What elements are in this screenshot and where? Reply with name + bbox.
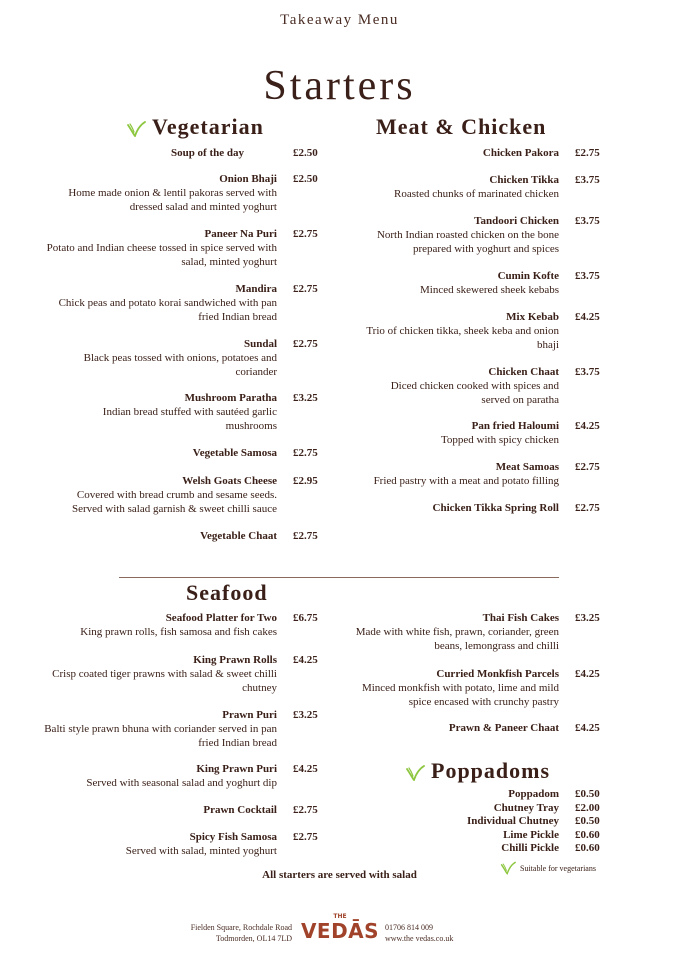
leaf-icon (126, 121, 146, 137)
item-price: £3.75 (575, 174, 600, 186)
menu-item (40, 653, 277, 695)
item-name: Seafood Platter for Two (165, 612, 277, 624)
item-name: Chicken Chaat (488, 366, 559, 378)
poppadom-item-price: £2.00 (575, 801, 600, 814)
item-name: Cumin Kofte (497, 270, 559, 282)
item-price: £2.75 (293, 530, 318, 542)
item-description: Trio of chicken tikka, sheek keba and onion bhaji (366, 325, 559, 351)
item-name: Spicy Fish Samosa (189, 831, 277, 843)
poppadom-item-name: Chutney Tray (493, 801, 559, 814)
item-name: Sundal (243, 338, 277, 350)
menu-item (350, 214, 559, 256)
menu-item (40, 227, 277, 269)
item-name: Curried Monkfish Parcels (436, 668, 559, 680)
poppadom-item-price: £0.60 (575, 828, 600, 841)
item-description: Made with white fish, prawn, coriander, green beans, lemongrass and chilli (355, 626, 559, 652)
menu-item (40, 446, 277, 460)
item-description: Indian bread stuffed with sautéed garlic mushrooms (102, 406, 277, 432)
menu-item (40, 282, 277, 324)
item-price: £2.75 (575, 147, 600, 159)
website-link[interactable]: www.the vedas.co.uk (385, 934, 454, 943)
menu-item (350, 460, 559, 488)
footer-contact (385, 922, 505, 944)
item-price: £2.75 (293, 338, 318, 350)
menu-item (40, 391, 277, 433)
menu-item (40, 803, 277, 817)
item-price: £2.50 (293, 173, 318, 185)
item-price: £2.95 (293, 475, 318, 487)
poppadom-item-name: Chilli Pickle (501, 842, 559, 854)
item-name: Prawn Puri (222, 709, 277, 721)
item-name: Chicken Pakora (482, 147, 559, 159)
item-name: King Prawn Puri (196, 763, 277, 775)
menu-title: Takeaway Menu (280, 12, 399, 28)
footer-address (170, 922, 292, 944)
item-name: Mandira (235, 283, 277, 295)
item-name: Prawn & Paneer Chaat (448, 722, 559, 734)
poppadoms-title: Poppadoms (431, 758, 551, 783)
vegetarian-title: Vegetarian (152, 114, 264, 139)
menu-item (40, 337, 277, 379)
item-price: £4.25 (575, 722, 600, 734)
item-description: Chick peas and potato korai sandwiched with pan fried Indian bread (58, 297, 277, 323)
menu-item (350, 173, 559, 201)
vegetarian-heading (126, 114, 264, 140)
menu-item (40, 830, 277, 858)
item-price: £4.25 (575, 420, 600, 432)
item-price: £2.50 (293, 147, 318, 159)
item-description: Potato and Indian cheese tossed in spice served with salad, minted yoghurt (46, 242, 277, 268)
poppadom-item-name: Lime Pickle (503, 828, 559, 841)
item-name: Thai Fish Cakes (482, 612, 559, 624)
phone-number: 01706 814 009 (385, 923, 433, 932)
poppadom-prices (575, 788, 615, 856)
logo-small-text: THE (333, 913, 347, 920)
meat-heading (376, 114, 546, 140)
menu-item (40, 529, 277, 543)
item-description: North Indian roasted chicken on the bone prepared with yoghurt and spices (376, 229, 559, 255)
item-name: Meat Samoas (495, 461, 559, 473)
menu-item (350, 146, 559, 160)
poppadoms-heading (405, 758, 550, 784)
vegetarian-list (68, 146, 320, 172)
item-description: Served with salad, minted yoghurt (125, 845, 277, 857)
item-description: Minced skewered sheek kebabs (420, 284, 559, 296)
menu-item (350, 365, 559, 407)
menu-item (40, 762, 277, 790)
item-name: Pan fried Haloumi (471, 420, 559, 432)
item-price: £6.75 (293, 612, 318, 624)
item-price: £2.75 (575, 461, 600, 473)
item-price: £4.25 (293, 654, 318, 666)
item-description: Balti style prawn bhuna with coriander served in pan fried Indian bread (44, 723, 277, 749)
seafood-title: Seafood (186, 580, 268, 605)
item-description: Fried pastry with a meat and potato filling (373, 475, 559, 487)
poppadom-item-price: £0.50 (575, 788, 600, 800)
item-description: Covered with bread crumb and sesame seeds. Served with salad garnish & sweet chilli sauce (72, 489, 277, 515)
item-price: £2.75 (293, 447, 318, 459)
menu-item (350, 501, 559, 515)
item-name: Chicken Tikka (489, 174, 559, 186)
item-name: Tandoori Chicken (474, 215, 559, 227)
section-divider (119, 577, 559, 578)
item-price: £2.75 (293, 283, 318, 295)
item-name: Prawn Cocktail (203, 804, 277, 816)
item-description: Served with seasonal salad and yoghurt dip (86, 777, 277, 789)
item-name: King Prawn Rolls (193, 654, 277, 666)
item-description: King prawn rolls, fish samosa and fish cakes (80, 626, 277, 638)
veg-legend-text: Suitable for vegetarians (520, 863, 596, 873)
menu-item (350, 667, 559, 709)
item-price: £2.75 (293, 831, 318, 843)
item-price: £3.25 (293, 709, 318, 721)
menu-item (350, 611, 559, 653)
item-name: Chicken Tikka Spring Roll (432, 502, 559, 514)
menu-item (350, 721, 559, 735)
item-name: Onion Bhaji (219, 173, 277, 185)
item-price: £3.75 (575, 366, 600, 378)
menu-item (350, 269, 559, 297)
item-price: £4.25 (575, 311, 600, 323)
salad-note: All starters are served with salad (262, 869, 417, 881)
item-price: £3.25 (293, 392, 318, 404)
menu-item (68, 146, 318, 160)
item-price: £4.25 (293, 763, 318, 775)
poppadom-item-name: Poppadom (508, 788, 559, 800)
item-description: Topped with spicy chicken (440, 434, 559, 446)
item-price: £3.75 (575, 270, 600, 282)
item-price: £2.75 (293, 228, 318, 240)
vedas-logo (300, 913, 380, 942)
poppadom-names (430, 788, 559, 856)
menu-item (40, 708, 277, 750)
seafood-heading (186, 580, 268, 606)
item-name: Vegetable Samosa (192, 447, 277, 459)
item-name: Mushroom Paratha (184, 392, 277, 404)
menu-item (30, 474, 277, 516)
item-price: £4.25 (575, 668, 600, 680)
leaf-icon (405, 765, 425, 781)
menu-item (40, 611, 277, 639)
menu-item (40, 172, 277, 214)
item-description: Minced monkfish with potato, lime and mild spice encased with crunchy pastry (361, 682, 559, 708)
meat-title: Meat & Chicken (376, 114, 547, 139)
logo-text: VEDĀS (300, 919, 380, 943)
item-description: Roasted chunks of marinated chicken (394, 188, 559, 200)
address-line: Fielden Square, Rochdale Road (190, 923, 292, 932)
menu-item (350, 419, 559, 447)
address-line: Todmorden, OL14 7LD (215, 934, 292, 943)
item-price: £2.75 (575, 502, 600, 514)
item-description: Home made onion & lentil pakoras served with dressed salad and minted yoghurt (68, 187, 277, 213)
item-name: Vegetable Chaat (200, 530, 277, 542)
item-name: Paneer Na Puri (204, 228, 277, 240)
poppadom-item-name: Individual Chutney (466, 815, 559, 827)
menu-item (350, 310, 559, 352)
item-price: £3.25 (575, 612, 600, 624)
item-price: £2.75 (293, 804, 318, 816)
page-title: Starters (263, 63, 416, 109)
item-price: £3.75 (575, 215, 600, 227)
item-description: Diced chicken cooked with spices and served on paratha (390, 380, 559, 406)
poppadom-item-price: £0.50 (575, 815, 600, 827)
item-description: Crisp coated tiger prawns with salad & sweet chilli chutney (52, 668, 277, 694)
item-name: Welsh Goats Cheese (182, 475, 277, 487)
item-name: Mix Kebab (506, 311, 559, 323)
item-name: Soup of the day (170, 147, 244, 159)
poppadom-item-price: £0.60 (575, 842, 600, 854)
item-description: Black peas tossed with onions, potatoes and coriander (83, 352, 277, 378)
